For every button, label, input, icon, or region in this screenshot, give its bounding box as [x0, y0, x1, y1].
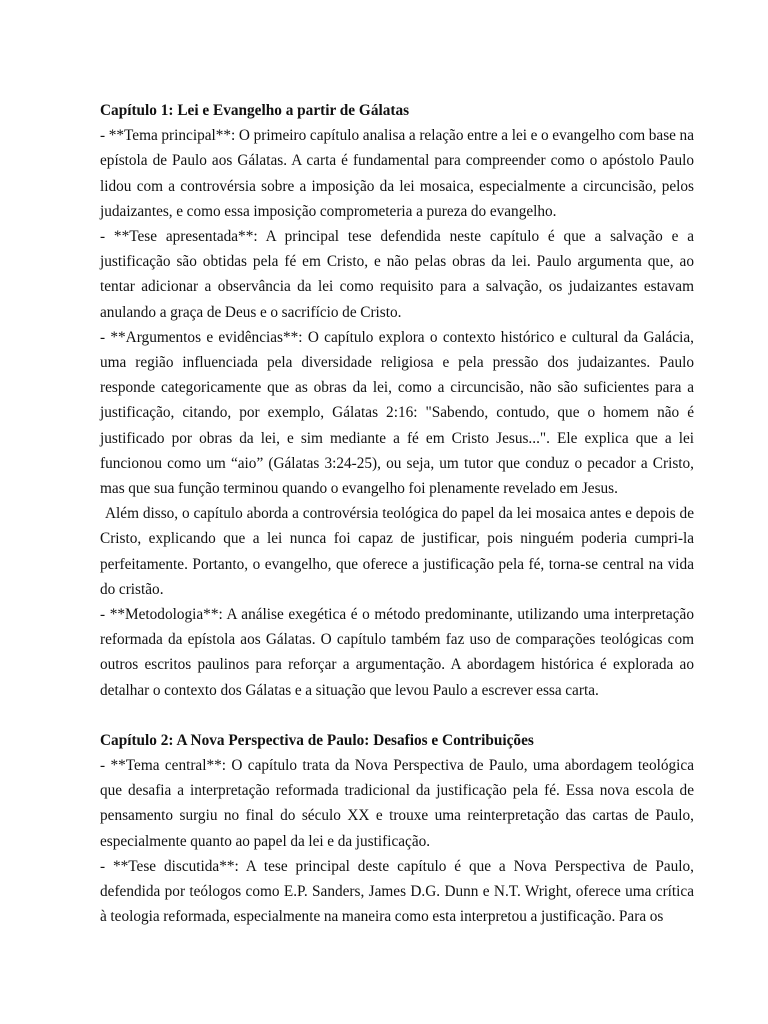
document-page: [100, 98, 694, 930]
chapter-1-paragraph-tema: - **Tema principal**: O primeiro capítulo analisa a relação entre a lei e o evangelho com base na epístola de Paulo aos Gálatas. A carta é fundamental para compreender como o apóstolo Paulo lidou com a controvérsia sobre a imposição da lei mosaica, especialmente a circuncisão, pelos judaizantes, e como essa imposição comprometeria a pureza do evangelho.: [100, 127, 694, 220]
chapter-1: [100, 98, 694, 703]
chapter-1-paragraph-alem-disso: Além disso, o capítulo aborda a controvérsia teológica do papel da lei mosaica antes e depois de Cristo, explicando que a lei nunca foi capaz de justificar, pois ninguém poderia cumpri-la perfeitamente. Portanto, o evangelho, que oferece a justificação pela fé, torna-se central na vida do cristão.: [100, 505, 694, 598]
chapter-2-paragraph-tema: - **Tema central**: O capítulo trata da Nova Perspectiva de Paulo, uma abordagem teológica que desafia a interpretação reformada tradicional da justificação pela fé. Essa nova escola de pensamento surgiu no final do século XX e trouxe uma reinterpretação das cartas de Paulo, especialmente quanto ao papel da lei e da justificação.: [100, 757, 694, 850]
chapter-2-title: Capítulo 2: A Nova Perspectiva de Paulo: Desafios e Contribuições: [100, 731, 534, 749]
chapter-1-paragraph-tese: - **Tese apresentada**: A principal tese defendida neste capítulo é que a salvação e a justificação são obtidas pela fé em Cristo, e não pelas obras da lei. Paulo argumenta que, ao tentar adicionar a observância da lei como requisito para a salvação, os judaizantes estavam anulando a graça de Deus e o sacrifício de Cristo.: [100, 228, 694, 321]
chapter-1-paragraph-metodologia: - **Metodologia**: A análise exegética é o método predominante, utilizando uma interpretação reformada da epístola aos Gálatas. O capítulo também faz uso de comparações teológicas com outros escritos paulinos para reforçar a argumentação. A abordagem histórica é explorada ao detalhar o contexto dos Gálatas e a situação que levou Paulo a escrever essa carta.: [100, 606, 694, 699]
chapter-2: [100, 728, 694, 930]
chapter-2-paragraph-tese: - **Tese discutida**: A tese principal deste capítulo é que a Nova Perspectiva de Paulo, defendida por teólogos como E.P. Sanders, James D.G. Dunn e N.T. Wright, oferece uma crítica à teologia reformada, especialmente na maneira como esta interpretou a justificação. Para os: [100, 857, 694, 926]
chapter-1-paragraph-argumentos: - **Argumentos e evidências**: O capítulo explora o contexto histórico e cultural da Galácia, uma região influenciada pela diversidade religiosa e pela pressão dos judaizantes. Paulo responde categoricamente que as obras da lei, como a circuncisão, não são suficientes para a justificação, citando, por exemplo, Gálatas 2:16: "Sabendo, contudo, que o homem não é justificado por obras da lei, e sim mediante a fé em Cristo Jesus...". Ele explica que a lei funcionou como um “aio” (Gálatas 3:24-25), ou seja, um tutor que conduz o pecador a Cristo, mas que sua função terminou quando o evangelho foi plenamente revelado em Jesus.: [100, 328, 694, 498]
chapter-1-title: Capítulo 1: Lei e Evangelho a partir de Gálatas: [100, 102, 410, 119]
